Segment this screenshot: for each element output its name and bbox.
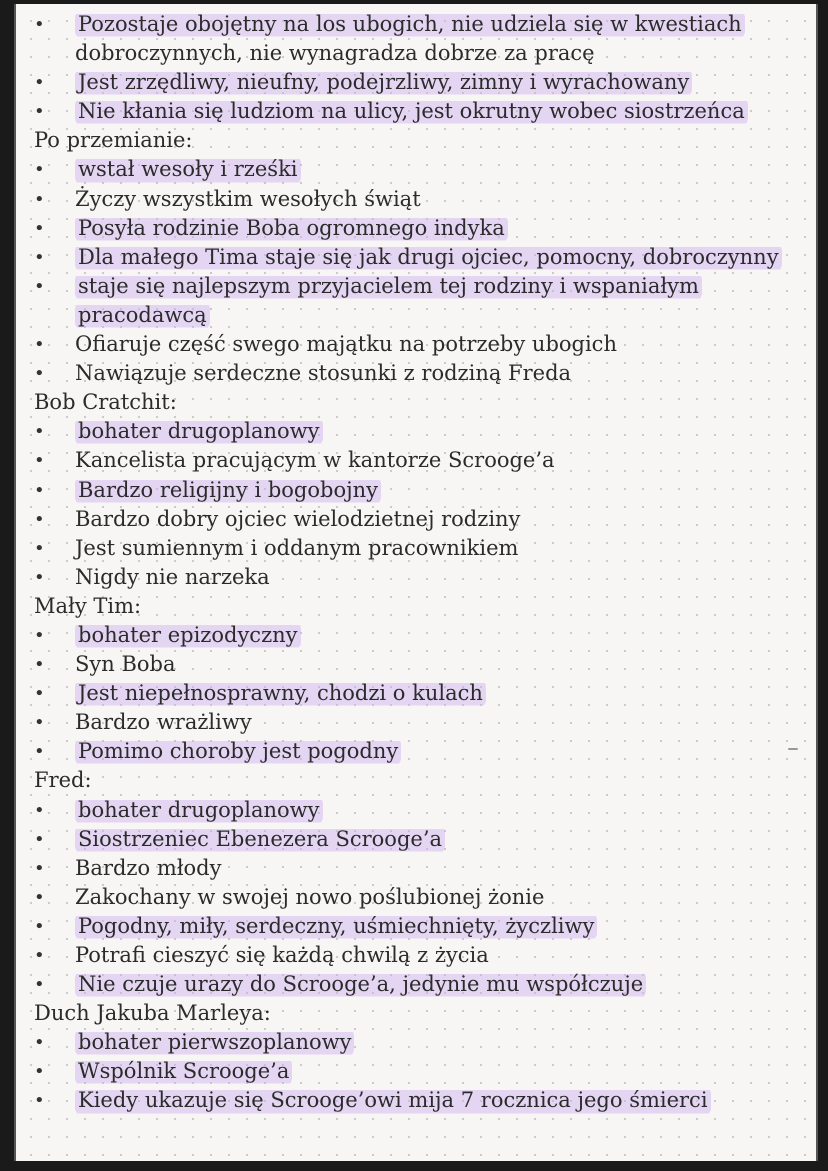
list-item: • Nawiązuje serdeczne stosunki z rodziną Freda <box>16 359 816 388</box>
section-heading: Bob Cratchit: <box>34 390 177 415</box>
list-item: • Siostrzeniec Ebenezera Scrooge’a <box>16 825 816 854</box>
bullet-icon: • <box>34 159 45 181</box>
bullet-icon: • <box>34 334 45 356</box>
list-item: dobroczynnych, nie wynagradza dobrze za pracę <box>75 41 595 66</box>
list-item: • Zakochany w swojej nowo poślubionej żonie <box>16 883 816 912</box>
bullet-icon: • <box>34 857 45 879</box>
list-item: • Potrafi cieszyć się każdą chwilą z życia <box>16 941 816 970</box>
bullet-icon: • <box>34 246 45 268</box>
bullet-icon: • <box>34 217 45 239</box>
list-item: • bohater drugoplanowy <box>16 417 816 446</box>
bullet-icon: • <box>34 72 45 94</box>
section-heading: Fred: <box>34 768 92 793</box>
list-item: • bohater pierwszoplanowy <box>16 1028 816 1057</box>
bullet-icon: • <box>34 654 45 676</box>
list-item: • Życzy wszystkim wesołych świąt <box>16 185 816 214</box>
list-item: • Nie czuje urazy do Scrooge’a, jedynie mu współczuje <box>16 970 816 999</box>
bullet-icon: • <box>34 363 45 385</box>
list-item: • Jest sumiennym i oddanym pracownikiem <box>16 534 816 563</box>
bullet-icon: • <box>34 14 45 35</box>
list-item: • Bardzo religijny i bogobojny <box>16 476 816 505</box>
list-item: • Pogodny, miły, serdeczny, uśmiechnięty, życzliwy <box>16 912 816 941</box>
bullet-icon: • <box>34 1032 45 1054</box>
bullet-icon: • <box>34 945 45 966</box>
list-item: • Dla małego Tima staje się jak drugi ojciec, pomocny, dobroczynny <box>16 243 816 272</box>
list-item: • Syn Boba <box>16 650 816 679</box>
list-item: • Kancelista pracującym w kantorze Scrooge’a <box>16 446 816 475</box>
bullet-icon: • <box>34 479 45 501</box>
bullet-icon: • <box>34 537 45 559</box>
list-item: • Nie kłania się ludziom na ulicy, jest okrutny wobec siostrzeńca <box>16 97 816 126</box>
bullet-icon: • <box>34 974 45 996</box>
list-item: • bohater epizodyczny <box>16 621 816 650</box>
scan-border <box>0 1161 828 1171</box>
bullet-icon: • <box>34 624 45 646</box>
list-item: • Bardzo dobry ojciec wielodzietnej rodziny <box>16 505 816 534</box>
list-item: • Posyła rodzinie Boba ogromnego indyka <box>16 214 816 243</box>
list-item: • bohater drugoplanowy <box>16 796 816 825</box>
bullet-icon: • <box>34 566 45 588</box>
pen-mark <box>788 748 798 750</box>
bullet-icon: • <box>34 741 45 763</box>
list-item: • Jest niepełnosprawny, chodzi o kulach <box>16 679 816 708</box>
list-item: • Wspólnik Scrooge’a <box>16 1057 816 1086</box>
bullet-icon: • <box>34 915 45 937</box>
list-item: • Ofiaruje część swego majątku na potrzeby ubogich <box>16 330 816 359</box>
bullet-icon: • <box>34 421 45 443</box>
bullet-icon: • <box>34 683 45 705</box>
list-item: • wstał wesoły i rześki <box>16 155 816 184</box>
list-item: • staje się najlepszym przyjacielem tej rodziny i wspaniałym <box>16 272 816 301</box>
bullet-icon: • <box>34 275 45 297</box>
section-heading: Po przemianie: <box>34 128 193 153</box>
bullet-icon: • <box>34 450 45 472</box>
bullet-icon: • <box>34 101 45 123</box>
list-item: • Bardzo młody <box>16 854 816 883</box>
list-item: • Nigdy nie narzeka <box>16 563 816 592</box>
bullet-icon: • <box>34 799 45 821</box>
bullet-icon: • <box>34 1090 45 1112</box>
bullet-icon: • <box>34 712 45 734</box>
notebook-page <box>14 4 818 1161</box>
bullet-icon: • <box>34 508 45 530</box>
bullet-icon: • <box>34 828 45 850</box>
list-item: • Kiedy ukazuje się Scrooge’owi mija 7 rocznica jego śmierci <box>16 1086 816 1115</box>
list-item: • Jest zrzędliwy, nieufny, podejrzliwy, zimny i wyrachowany <box>16 68 816 97</box>
bullet-icon: • <box>34 188 45 210</box>
list-item: pracodawcą <box>16 301 816 330</box>
bullet-icon: • <box>34 886 45 908</box>
bullet-icon: • <box>34 1061 45 1083</box>
notes-list <box>16 10 816 1116</box>
list-item: • Pozostaje obojętny na los ubogich, nie udziela się w kwestiach <box>16 10 816 39</box>
list-item: • Pomimo choroby jest pogodny <box>16 737 816 766</box>
list-item: • Bardzo wrażliwy <box>16 708 816 737</box>
section-heading: Mały Tim: <box>34 593 142 618</box>
section-heading: Duch Jakuba Marleya: <box>34 1001 271 1026</box>
